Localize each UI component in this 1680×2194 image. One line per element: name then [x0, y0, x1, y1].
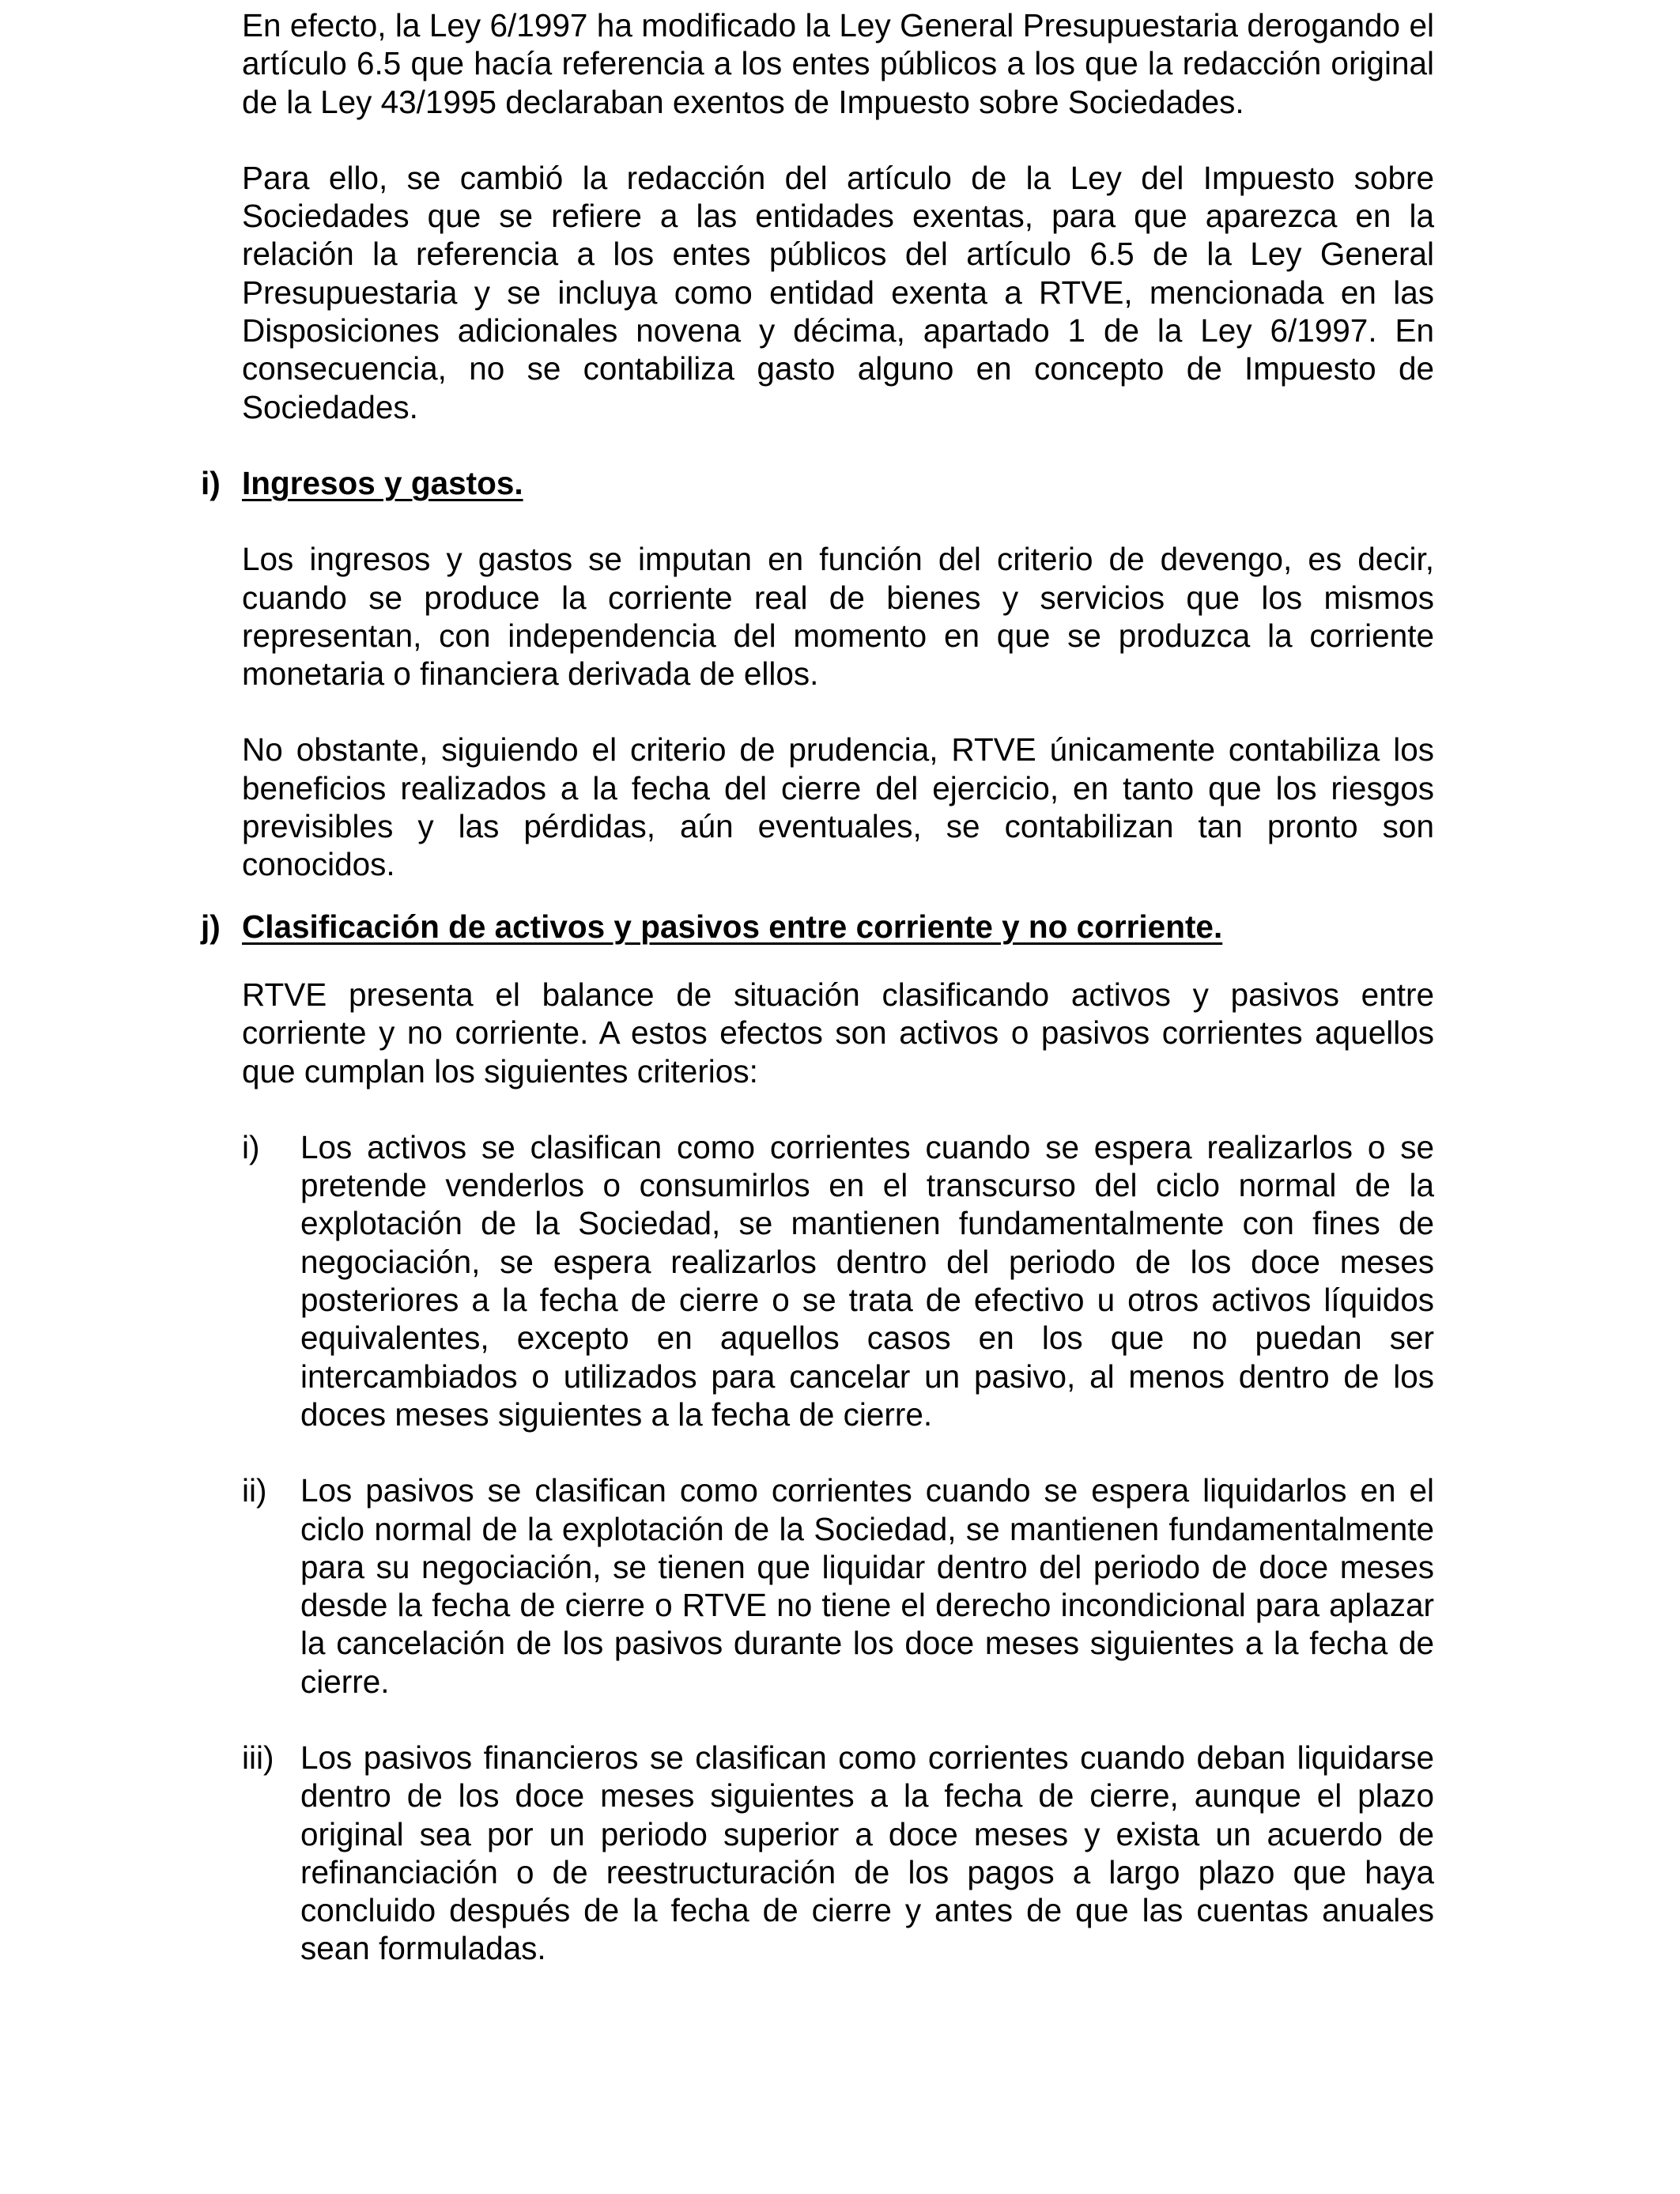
list-item-number: iii) — [242, 1739, 274, 1776]
list-item-text: Los pasivos se clasifican como corrientes cuando se espera liquidarlos en el ciclo normal de la explotación de la Sociedad, se mantienen fundamentalmente para su negociación, se tienen que liquidar dentro del periodo de doce meses desde la fecha de cierre o RTVE no tiene el derecho incondicional para aplazar la cancelación de los pasivos durante los doce meses siguientes a la fecha de cierre. — [300, 1472, 1434, 1700]
list-item — [242, 1128, 1434, 1433]
list-item-number: ii) — [242, 1472, 267, 1509]
section-heading-ingresos-gastos — [201, 464, 1434, 502]
list-item — [242, 1471, 1434, 1701]
list-item-text: Los pasivos financieros se clasifican como corrientes cuando deban liquidarse dentro de los doce meses siguientes a la fecha de cierre, aunque el plazo original sea por un periodo superior a doce meses y exista un acuerdo de refinanciación o de reestructuración de los pagos a largo plazo que haya concluido después de la fecha de cierre y antes de que las cuentas anuales sean formuladas. — [300, 1739, 1434, 1967]
section-title: Ingresos y gastos. — [242, 464, 523, 501]
paragraph-ley-6-1997: En efecto, la Ley 6/1997 ha modificado la Ley General Presupuestaria derogando el artículo 6.5 que hacía referencia a los entes públicos a los que la redacción original de la Ley 43/1995 declaraban exentos de Impuesto sobre Sociedades. — [242, 7, 1434, 120]
section-heading-clasificacion — [201, 908, 1434, 946]
list-item-number: i) — [242, 1128, 260, 1165]
list-item — [242, 1739, 1434, 1968]
paragraph-criterio-prudencia: No obstante, siguiendo el criterio de prudencia, RTVE únicamente contabiliza los beneficios realizados a la fecha del cierre del ejercicio, en tanto que los riesgos previsibles y las pérdidas, aún eventuales, se contabilizan tan pronto son conocidos. — [242, 731, 1434, 883]
document-body — [201, 6, 1434, 1968]
list-item-text: Los activos se clasifican como corrientes cuando se espera realizarlos o se pretende venderlos o consumirlos en el transcurso del ciclo normal de la explotación de la Sociedad, se mantienen fundamentalmente con fines de negociación, se espera realizarlos dentro del periodo de los doce meses posteriores a la fecha de cierre o se trata de efectivo u otros activos líquidos equivalentes, excepto en aquellos casos en los que no puedan ser intercambiados o utilizados para cancelar un pasivo, al menos dentro de los doces meses siguientes a la fecha de cierre. — [300, 1128, 1434, 1433]
section-letter: j) — [201, 908, 221, 945]
paragraph-redaccion-articulo: Para ello, se cambió la redacción del artículo de la Ley del Impuesto sobre Sociedades que se refiere a las entidades exentas, para que aparezca en la relación la referencia a los entes públicos del artículo 6.5 de la Ley General Presupuestaria y se incluya como entidad exenta a RTVE, mencionada en las Disposiciones adicionales novena y décima, apartado 1 de la Ley 6/1997. En consecuencia, no se contabiliza gasto alguno en concepto de Impuesto de Sociedades. — [242, 159, 1434, 425]
paragraph-criterio-devengo: Los ingresos y gastos se imputan en función del criterio de devengo, es decir, cuando se produce la corriente real de bienes y servicios que los mismos representan, con independencia del momento en que se produzca la corriente monetaria o financiera derivada de ellos. — [242, 541, 1434, 693]
section-letter: i) — [201, 464, 221, 501]
paragraph-balance-intro: RTVE presenta el balance de situación clasificando activos y pasivos entre corriente y no corriente. A estos efectos son activos o pasivos corrientes aquellos que cumplan los siguientes criterios: — [242, 976, 1434, 1089]
section-title: Clasificación de activos y pasivos entre corriente y no corriente. — [242, 908, 1223, 945]
